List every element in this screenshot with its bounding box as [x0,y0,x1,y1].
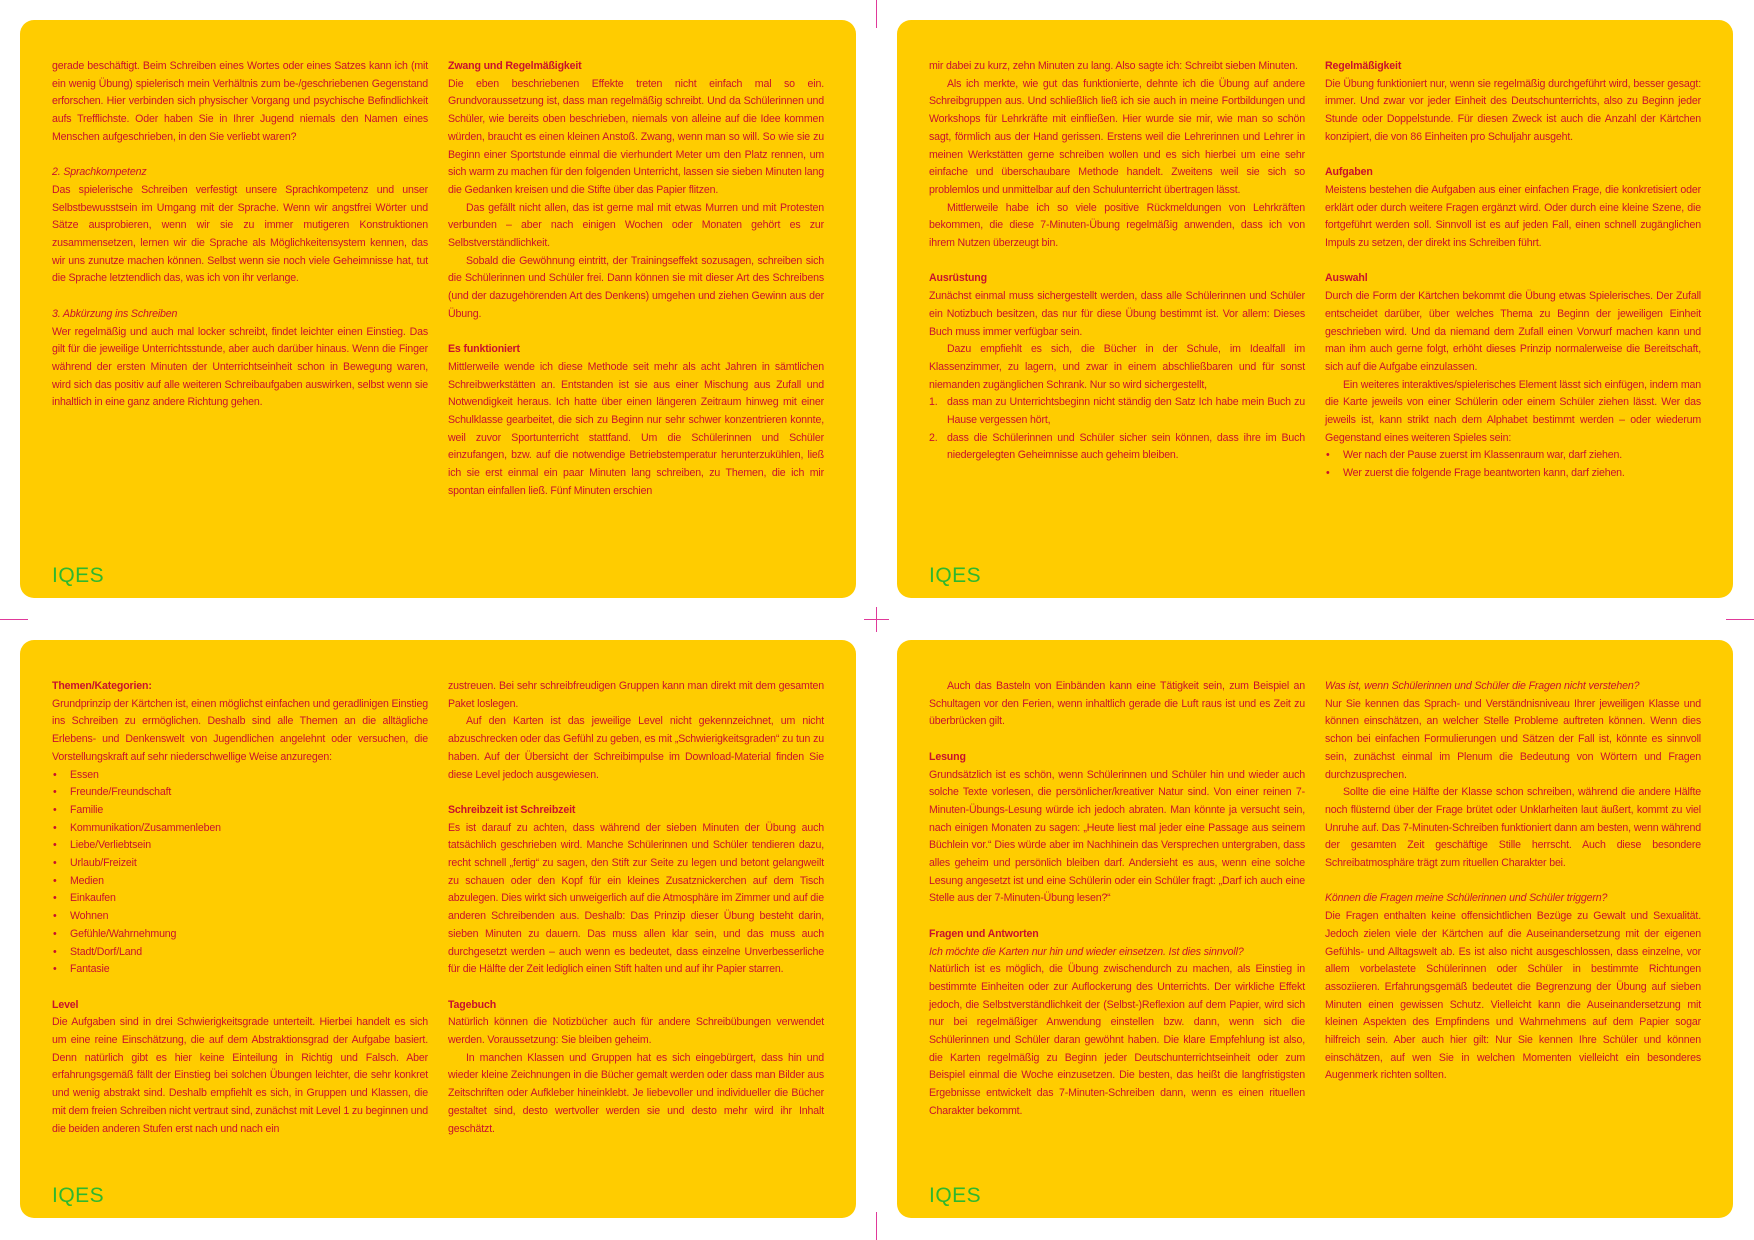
page-card-3 [20,640,856,1218]
section-heading: Fragen und Antworten [929,927,1039,940]
column-right [448,58,824,501]
question: Ich möchte die Karten nur hin und wieder einsetzen. Ist dies sinnvoll? [929,945,1244,958]
section-heading: Level [52,998,79,1011]
crop-mark-top [876,0,877,28]
paragraph: Auf den Karten ist das jeweilige Level nicht gekennzeichnet, um nicht abzuschrecken oder das Gefühl zu geben, es mit „Schwierigkeitsgraden“ zu tun zu haben. Auf der Übersicht der Schreibimpulse im Download-Material finden Sie diese Level jedoch ausgewiesen. [448,715,824,781]
subheading: 3. Abkürzung ins Schreiben [52,307,178,320]
paragraph: Nur Sie kennen das Sprach- und Verständnisniveau Ihrer jeweiligen Klasse und können einschätzen, an welcher Stelle Probleme auftreten können. Wenn dies schon bei einfachen Formulierungen und Sätzen der Fall ist, könnte es sinnvoll sein, zunächst einmal im Plenum die Bedeutung von Wörtern und Fragen durchzusprechen. [1325,697,1701,781]
list-item: • Kommunikation/Zusammenleben [52,820,428,838]
column-left [52,58,428,412]
paragraph: Die eben beschriebenen Effekte treten nicht einfach mal so ein. Grundvoraussetzung ist, dass man regelmäßig schreibt. Und da Schülerinnen und Schüler, wie bereits oben beschrieben, niemals von alleine auf die Idee kommen würden, braucht es einen kleinen Anstoß. Zwang, wenn man so will. So wie sie zu Beginn einer Sportstunde einmal die vierhundert Meter um den Platz rennen, um sich warm zu machen für den folgenden Unterricht, lassen sie sieben Minuten lang die Gedanken kreisen und die Stifte über das Papier flitzen. [448,77,824,196]
list-item: • Wer zuerst die folgende Frage beantworten kann, darf ziehen. [1325,465,1701,483]
paragraph: Zunächst einmal muss sichergestellt werden, dass alle Schülerinnen und Schüler ein Notizbuch besitzen, das nur für diese Übung bestimmt ist. Vor allem: Dieses Buch muss immer verfügbar sein. [929,290,1305,338]
paragraph: Auch das Basteln von Einbänden kann eine Tätigkeit sein, zum Beispiel an Schultagen vor den Ferien, wenn inhaltlich gerade die Luft raus ist und es Zeit zu überbrücken gilt. [929,680,1305,728]
paragraph: Meistens bestehen die Aufgaben aus einer einfachen Frage, die konkretisiert oder erklärt oder durch weitere Fragen ergänzt wird. Oder durch eine kleine Szene, die fortgeführt werden soll. Sinnvoll ist es auf jeden Fall, einen schnell zugänglichen Impuls zu setzen, der direkt ins Schreiben führt. [1325,183,1701,250]
column-left [929,678,1305,1121]
paragraph: Mittlerweile habe ich so viele positive Rückmeldungen von Lehrkräften bekommen, die diese 7-Minuten-Übung regelmäßig anwenden, dass ich von ihrem Nutzen überzeugt bin. [929,201,1305,250]
iqes-logo: IQES [929,564,982,587]
paragraph: Es ist darauf zu achten, dass während der sieben Minuten der Übung auch tatsächlich geschrieben wird. Manche Schülerinnen und Schüler tendieren dazu, recht schnell „fertig“ zu sagen, den Stift zur Seite zu legen und betont gelangweilt zu schauen oder den Kopf für ein kleines Zusatznickerchen auf dem Tisch abzulegen. Dies wirkt sich unweigerlich auf die Atmosphäre im Zimmer und auf die anderen Schreibenden aus. Deshalb: Das Prinzip dieser Übung besteht darin, sieben Minuten zu dauern. Das muss allen klar sein, und das muss auch durchgesetzt werden – auch wenn es bedeutet, dass einzelne Unverbesserliche für die Hälfte der Zeit lediglich einen Stift halten und auf ihr Papier starren. [448,821,824,976]
section-heading: Schreibzeit ist Schreibzeit [448,803,576,816]
list-item: • Freunde/Freundschaft [52,784,428,802]
paragraph: Sobald die Gewöhnung eintritt, der Trainingseffekt sozusagen, schreiben sich die Schülerinnen und Schüler frei. Dann können sie mit dieser Art des Schreibens (und der dazugehörenden Art des Denkens) umgehen und ziehen Gewinn aus der Übung. [448,254,824,320]
paragraph: Dazu empfiehlt es sich, die Bücher in der Schule, im Idealfall im Klassenzimmer, zu lagern, und zwar in einem abschließbaren und für sonst niemanden zugänglichen Schrank. Nur so wird sichergestellt, [929,343,1305,391]
list-item: • Wohnen [52,908,428,926]
list-item: • Stadt/Dorf/Land [52,944,428,962]
paragraph: Mittlerweile wende ich diese Methode seit mehr als acht Jahren in sämtlichen Schreibwerkstätten an. Entstanden ist sie aus einer Mischung aus Zufall und Notwendigkeit heraus. Ich hatte über einen längeren Zeitraum hinweg mit einer Schulklasse gearbeitet, die sich zu Beginn nur sehr schwer konzentrieren konnte, weil zuvor Sportunterricht stattfand. Um die Schülerinnen und Schüler einzufangen, bzw. auf die notwendige Betriebstemperatur herunterzukühlen, ließ ich sie erst einmal ein paar Minuten lang schreiben, zu Themen, die ich mir spontan einfallen ließ. Fünf Minuten erschien [448,360,824,497]
paragraph: In manchen Klassen und Gruppen hat es sich eingebürgert, dass hin und wieder kleine Zeichnungen in die Bücher gemalt werden oder dass man Bilder aus Zeitschriften oder Aufkleber hineinklebt. Je liebevoller und individueller die Bücher gestaltet sind, desto wertvoller werden sie und desto mehr wird ihr Inhalt geschätzt. [448,1051,824,1135]
section-heading: Zwang und Regelmäßigkeit [448,60,582,72]
list-item: • Familie [52,802,428,820]
column-left [929,58,1305,465]
section-heading: Regelmäßigkeit [1325,60,1402,72]
paragraph: gerade beschäftigt. Beim Schreiben eines Wortes oder eines Satzes kann ich (mit ein wenig Übung) spielerisch mein Verhältnis zum be-/geschriebenen Gegenstand erforschen. Hier verbinden sich physischer Vorgang und psychische Befindlichkeit aufs Trefflichste. Oder haben Sie in Ihrer Jugend niemals den Namen eines Menschen aufgeschrieben, in den Sie verliebt waren? [52,60,428,143]
section-heading: Aufgaben [1325,166,1373,179]
list-item: • Fantasie [52,961,428,979]
paragraph: Das spielerische Schreiben verfestigt unsere Sprachkompetenz und unser Selbstbewusstsein im Umgang mit der Sprache. Wenn wir angstfrei Wörter und Sätze ausprobieren, wenn wir sie zu immer mutigeren Konstruktionen zusammensetzen, lernen wir die Sprache als Möglichkeitensystem kennen, das wir uns zunutze machen können. Selbst wenn sie noch viele Geheimnisse hat, tut die Sprache letztendlich das, was ich von ihr verlange. [52,183,428,285]
paragraph: Die Fragen enthalten keine offensichtlichen Bezüge zu Gewalt und Sexualität. Jedoch zielen viele der Kärtchen auf die Auseinandersetzung mit der eigenen Gefühls- und Alltagswelt ab. Es ist also nicht ausgeschlossen, dass einzelne, vor allem vorbelastete Schülerinnen oder Schüler in bestimmte Richtungen assoziieren. Erfahrungsgemäß bedeutet die Begrenzung der Übung auf sieben Minuten einen gewissen Schutz. Vielleicht kann die Auseinandersetzung mit kleinen Aspekten des Empfindens und Wahrnehmens auf dem Papier sogar hilfreich sein. Aber auch hier gilt: Nur Sie kennen Ihre Schüler und können einschätzen, auf wen Sie in welchen Momenten vielleicht ein besonderes Augenmerk richten sollten. [1325,910,1701,1082]
section-heading: Ausrüstung [929,272,987,285]
bullet-list [1325,447,1701,482]
column-left [52,678,428,1138]
numbered-list [929,394,1305,465]
section-heading: Auswahl [1325,272,1368,285]
section-heading: Tagebuch [448,998,497,1011]
question: Können die Fragen meine Schülerinnen und Schüler triggern? [1325,892,1608,905]
page-card-2 [897,20,1733,598]
iqes-logo: IQES [52,564,105,587]
page-card-1 [20,20,856,598]
question: Was ist, wenn Schülerinnen und Schüler die Fragen nicht verstehen? [1325,680,1640,692]
list-item: • Gefühle/Wahrnehmung [52,926,428,944]
paragraph: Sollte die eine Hälfte der Klasse schon schreiben, während die andere Hälfte noch flüsternd über der Frage brütet oder Unklarheiten laut äußert, kommt zu viel Unruhe auf. Das 7-Minuten-Schreiben funktioniert dann am besten, wenn während der gesamten Zeit geschäftige Stille herrscht. Auch diese besondere Schreibatmosphäre trägt zum rituellen Charakter bei. [1325,786,1701,870]
list-item: • Wer nach der Pause zuerst im Klassenraum war, darf ziehen. [1325,447,1701,465]
crop-mark-bottom [876,1212,877,1240]
crop-mark-right [1726,619,1754,620]
list-item: dass man zu Unterrichtsbeginn nicht ständig den Satz Ich habe mein Buch zu Hause vergessen hört, [947,396,1305,427]
crop-mark-center-v [876,607,877,632]
list-item: • Essen [52,767,428,785]
section-heading: Lesung [929,750,966,763]
page-card-4 [897,640,1733,1218]
section-heading: Themen/Kategorien: [52,680,152,692]
bullet-list [52,767,428,979]
section-heading: Es funktioniert [448,343,520,356]
list-item: dass die Schülerinnen und Schüler sicher sein können, dass ihre im Buch niedergelegten Geheimnisse auch geheim bleiben. [947,431,1305,462]
subheading: 2. Sprachkompetenz [52,166,147,179]
paragraph: Ein weiteres interaktives/spielerisches Element lässt sich einfügen, indem man die Karte jeweils von einer Schülerin oder einem Schüler ziehen lässt. Wer das jeweils ist, kann strikt nach dem Alphabet bestimmt werden – oder wiederum Gegenstand eines weiteren Spieles sein: [1325,378,1701,444]
paragraph: zustreuen. Bei sehr schreibfreudigen Gruppen kann man direkt mit dem gesamten Paket loslegen. [448,680,824,710]
paragraph: Natürlich ist es möglich, die Übung zwischendurch zu machen, als Einstieg in bestimmte Einheiten oder zur Auflockerung des Unterrichts. Der wirkliche Effekt jedoch, die Selbstverständlichkeit der (Selbst-)Reflexion auf dem Papier, wird sich nur bei regelmäßiger Anwendung einstellen bzw. dann, wenn sich die Schülerinnen und Schüler daran gewöhnt haben. Die klare Empfehlung ist also, die Karten regelmäßig zu Beginn jeder Deutschunterrichtseinheit oder zum Beispiel einmal die Woche einzusetzen. Die besten, das heißt die langfristigsten Ergebnisse entwickelt das 7-Minuten-Schreiben dann, wenn es einen rituellen Charakter bekommt. [929,963,1305,1117]
column-right [448,678,824,1138]
list-item: • Medien [52,873,428,891]
paragraph: Grundsätzlich ist es schön, wenn Schülerinnen und Schüler hin und wieder auch solche Texte vorlesen, die persönlicher/kreativer Natur sind. Von einer reinen 7-Minuten-Übungs-Lesung würde ich jedoch abraten. Man könnte ja versucht sein, nach einigen Monaten zu sagen: „Heute liest mal jeder eine Passage aus seinem Büchlein vor.“ Dies würde aber im Nachhinein das Versprechen untergraben, dass alles geheim und persönlich bleiben darf. Andersieht es aus, wenn eine solche Lesung angesetzt ist und eine Schülerin oder ein Schüler fragt: „Darf ich auch eine Stelle aus der 7-Minuten-Übung lesen?“ [929,768,1305,905]
paragraph: Die Übung funktioniert nur, wenn sie regelmäßig durchgeführt wird, besser gesagt: immer. Und zwar vor jeder Einheit des Deutschunterrichts, also zu Beginn jeder Stunde oder Doppelstunde. Für diesen Zweck ist auch die Anzahl der Kärtchen konzipiert, die von 86 Einheiten pro Schuljahr ausgeht. [1325,77,1701,143]
paragraph: Durch die Form der Kärtchen bekommt die Übung etwas Spielerisches. Der Zufall entscheidet darüber, über welches Thema zu Beginn der jeweiligen Einheit geschrieben wird. Und da niemand dem Zufall einen Vorwurf machen kann und man ihm auch gerne folgt, erhöht dieses Prinzip normalerweise die Bereitschaft, sich auf die Aufgabe einzulassen. [1325,290,1701,373]
paragraph: Natürlich können die Notizbücher auch für andere Schreibübungen verwendet werden. Voraussetzung: Sie bleiben geheim. [448,1016,824,1047]
paragraph: mir dabei zu kurz, zehn Minuten zu lang. Also sagte ich: Schreibt sieben Minuten. [929,60,1298,72]
paragraph: Das gefällt nicht allen, das ist gerne mal mit etwas Murren und mit Protesten verbunden – aber nach einigen Wochen oder Monaten gehört es zur Selbstverständlichkeit. [448,201,824,250]
column-right [1325,678,1701,1085]
paragraph: Die Aufgaben sind in drei Schwierigkeitsgrade unterteilt. Hierbei handelt es sich um eine reine Einschätzung, die auf dem Abstraktionsgrad der Aufgabe basiert. Denn natürlich gibt es hier keine Einteilung in Richtig und Falsch. Aber erfahrungsgemäß fällt der Einstieg bei solchen Übungen leichter, die sehr konkret und wenig abstrakt sind. Deshalb empfiehlt es sich, in Gruppen und Klassen, die mit dem freien Schreiben nicht vertraut sind, zunächst mit Level 1 zu beginnen und die beiden anderen Stufen erst nach und nach ein [52,1016,428,1135]
column-right [1325,58,1701,483]
list-item: • Liebe/Verliebtsein [52,837,428,855]
paragraph: Wer regelmäßig und auch mal locker schreibt, findet leichter einen Einstieg. Das gilt für die jeweilige Unterrichtsstunde, aber auch darüber hinaus. Wenn die Finger während der ersten Minuten der Unterrichtseinheit schon in Bewegung waren, wird sich das positiv auf alle weiteren Schreibaufgaben auswirken, selbst wenn sie inhaltlich in eine ganz andere Richtung gehen. [52,325,428,409]
list-item: • Einkaufen [52,890,428,908]
crop-mark-left [0,619,28,620]
list-item: • Urlaub/Freizeit [52,855,428,873]
iqes-logo: IQES [52,1184,105,1207]
paragraph: Grundprinzip der Kärtchen ist, einen möglichst einfachen und geradlinigen Einstieg ins Schreiben zu ermöglichen. Deshalb sind alle Themen an die alltägliche Erlebens- und Denkenswelt von Jugendlichen angelehnt oder versuchen, die Vorstellungskraft auf sehr niederschwellige Weise anzuregen: [52,697,428,763]
iqes-logo: IQES [929,1184,982,1207]
paragraph: Als ich merkte, wie gut das funktionierte, dehnte ich die Übung auf andere Schreibgruppen aus. Und schließlich ließ ich sie auch in meine Fortbildungen und Workshops für Lehrkräfte mit einfließen. Hier wurde sie mir, wie man so schön sagt, förmlich aus der Hand gerissen. Erstens weil die Lehrerinnen und Lehrer in meinen Werkstätten gerne schreiben wollen und es sich hierbei um eine sehr einfache und überschaubare Methode handelt. Zweitens weil sie sich so problemlos und unmittelbar auf den Schulunterricht übertragen lässt. [929,77,1305,196]
